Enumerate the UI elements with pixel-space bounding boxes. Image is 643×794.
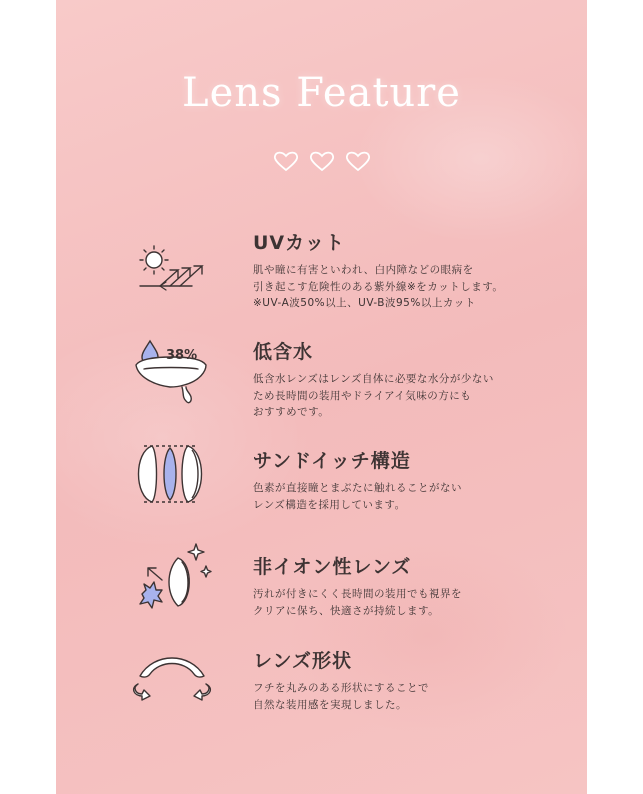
feature-panel xyxy=(56,0,587,794)
feature-heading: 低含水 xyxy=(253,341,314,363)
low-water-content-icon xyxy=(130,337,214,421)
description-line: おすすめです。 xyxy=(253,406,330,418)
heart-icon xyxy=(273,150,299,172)
feature-low-water xyxy=(56,337,587,437)
lens-shape-icon xyxy=(130,650,214,734)
description-line: フチを丸みのある形状にすることで xyxy=(253,682,429,694)
description-line: レンズ構造を採用しています。 xyxy=(253,498,406,511)
description-line: 引き起こす危険性のある紫外線※をカットします。 xyxy=(253,280,504,293)
feature-sandwich xyxy=(56,446,587,546)
feature-description xyxy=(253,586,578,619)
description-line: 肌や瞳に有害といわれ、白内障などの眼病を xyxy=(253,264,474,276)
description-line: 低含水レンズはレンズ自体に必要な水分が少ない xyxy=(253,373,494,385)
feature-description xyxy=(253,680,578,713)
description-line: 汚れが付きにくく長時間の装用でも視界を xyxy=(253,588,462,600)
description-line: クリアに保ち、快適さが持続します。 xyxy=(253,604,440,617)
feature-heading: UVカット xyxy=(253,232,345,254)
hearts-divider xyxy=(56,150,587,172)
feature-heading: レンズ形状 xyxy=(253,650,352,672)
feature-description xyxy=(253,262,578,312)
description-line: 色素が直接瞳とまぶたに触れることがない xyxy=(253,482,462,494)
feature-non-ionic xyxy=(56,552,587,652)
page-title: Lens Feature xyxy=(182,70,461,116)
description-line: 自然な装用感を実現しました。 xyxy=(253,698,407,711)
feature-lens-shape xyxy=(56,646,587,746)
feature-heading: サンドイッチ構造 xyxy=(253,450,411,472)
non-ionic-lens-icon xyxy=(130,536,214,620)
heart-icon xyxy=(345,150,371,172)
sandwich-structure-icon xyxy=(130,440,214,524)
feature-description xyxy=(253,371,578,421)
feature-description xyxy=(253,480,578,513)
feature-heading: 非イオン性レンズ xyxy=(253,556,412,578)
uv-cut-icon xyxy=(130,242,214,326)
description-line: ため長時間の装用やドライアイ気味の方にも xyxy=(253,389,472,402)
feature-uv-cut xyxy=(56,228,587,328)
heart-icon xyxy=(309,150,335,172)
percentage-label: 38% xyxy=(166,348,198,363)
description-line: ※UV-A波50%以上、UV-B波95%以上カット xyxy=(253,297,476,309)
